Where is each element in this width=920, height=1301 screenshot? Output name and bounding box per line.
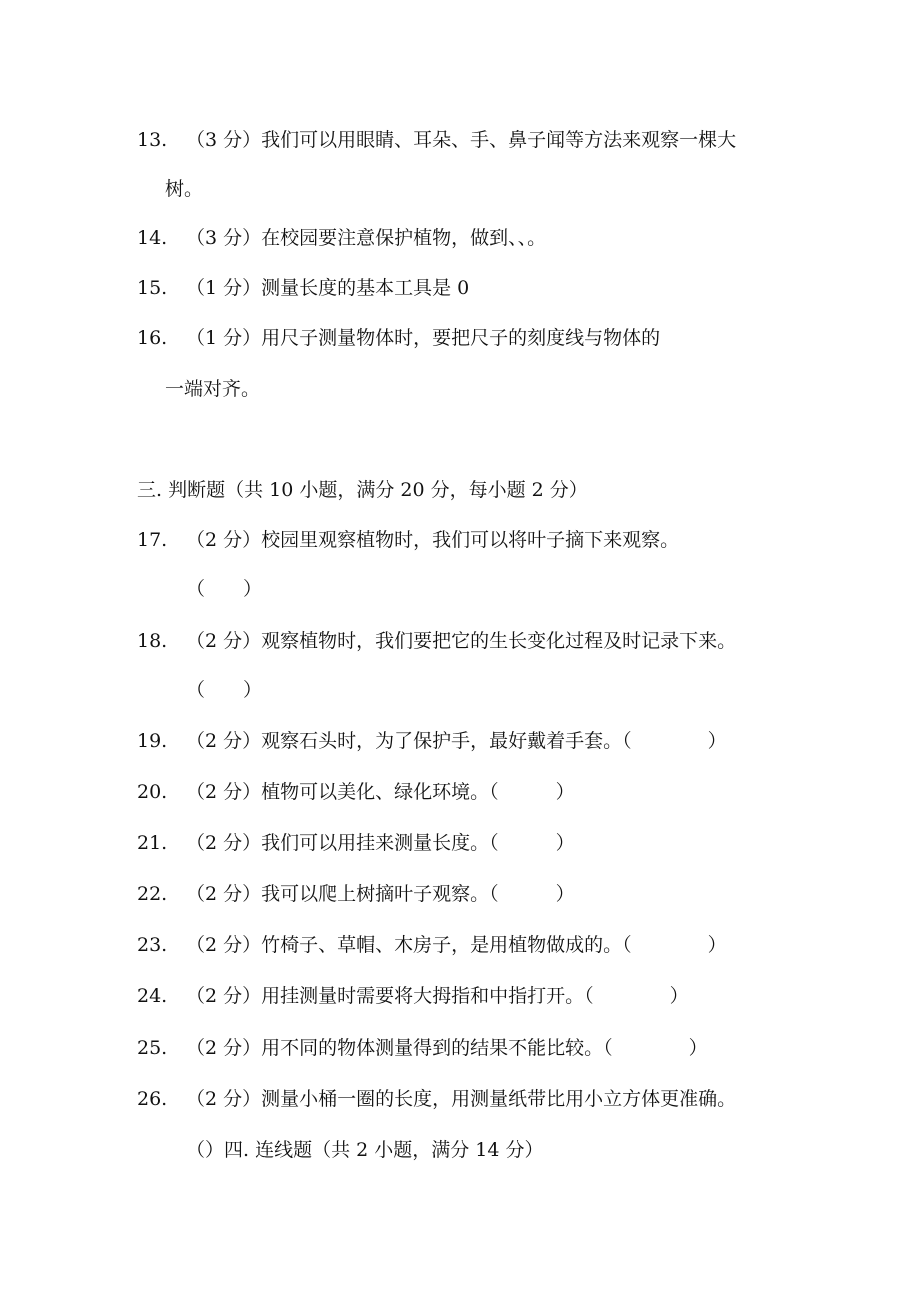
answer-parentheses: （ ）: [186, 578, 263, 600]
question-text: （2 分）我可以爬上树摘叶子观察。（ ）: [186, 883, 575, 905]
question-number: 23.: [137, 934, 168, 956]
question-number: 21.: [137, 832, 168, 854]
question-text: （1 分）测量长度的基本工具是 0: [186, 277, 470, 299]
question-text: （2 分）测量小桶一圈的长度，用测量纸带比用小立方体更准确。: [186, 1088, 737, 1110]
question-text: （2 分）竹椅子、草帽、木房子，是用植物做成的。（ ）: [186, 934, 727, 956]
question-number: 13.: [137, 129, 168, 151]
answer-parentheses: （ ）: [186, 679, 263, 701]
question-text: （2 分）观察石头时，为了保护手，最好戴着手套。（ ）: [186, 730, 727, 752]
question-number: 18.: [137, 630, 168, 652]
question-text: （2 分）观察植物时，我们要把它的生长变化过程及时记录下来。: [186, 630, 737, 652]
question-text-continued: 一端对齐。: [165, 378, 261, 400]
section-title: 三. 判断题（共 10 小题，满分 20 分，每小题 2 分）: [137, 479, 588, 501]
question-text: （2 分）用不同的物体测量得到的结果不能比较。（ ）: [186, 1037, 708, 1059]
question-number: 22.: [137, 883, 168, 905]
question-text: （2 分）用挂测量时需要将大拇指和中指打开。（ ）: [186, 985, 689, 1007]
section-title: （）四. 连线题（共 2 小题，满分 14 分）: [186, 1139, 544, 1161]
question-number: 19.: [137, 730, 168, 752]
question-number: 14.: [137, 227, 168, 249]
question-text: （3 分）在校园要注意保护植物，做到、、。: [186, 227, 547, 249]
question-number: 26.: [137, 1088, 168, 1110]
question-number: 17.: [137, 529, 168, 551]
question-text: （2 分）植物可以美化、绿化环境。（ ）: [186, 781, 575, 803]
question-text: （1 分）用尺子测量物体时，要把尺子的刻度线与物体的: [186, 327, 661, 349]
question-number: 24.: [137, 985, 168, 1007]
question-text: （2 分）校园里观察植物时，我们可以将叶子摘下来观察。: [186, 529, 680, 551]
question-text: （2 分）我们可以用挂来测量长度。（ ）: [186, 832, 575, 854]
question-number: 25.: [137, 1037, 168, 1059]
question-number: 15.: [137, 277, 168, 299]
question-number: 20.: [137, 781, 168, 803]
question-text: （3 分）我们可以用眼睛、耳朵、手、鼻子闻等方法来观察一棵大: [186, 129, 737, 151]
question-number: 16.: [137, 327, 168, 349]
question-text-continued: 树。: [165, 178, 204, 200]
